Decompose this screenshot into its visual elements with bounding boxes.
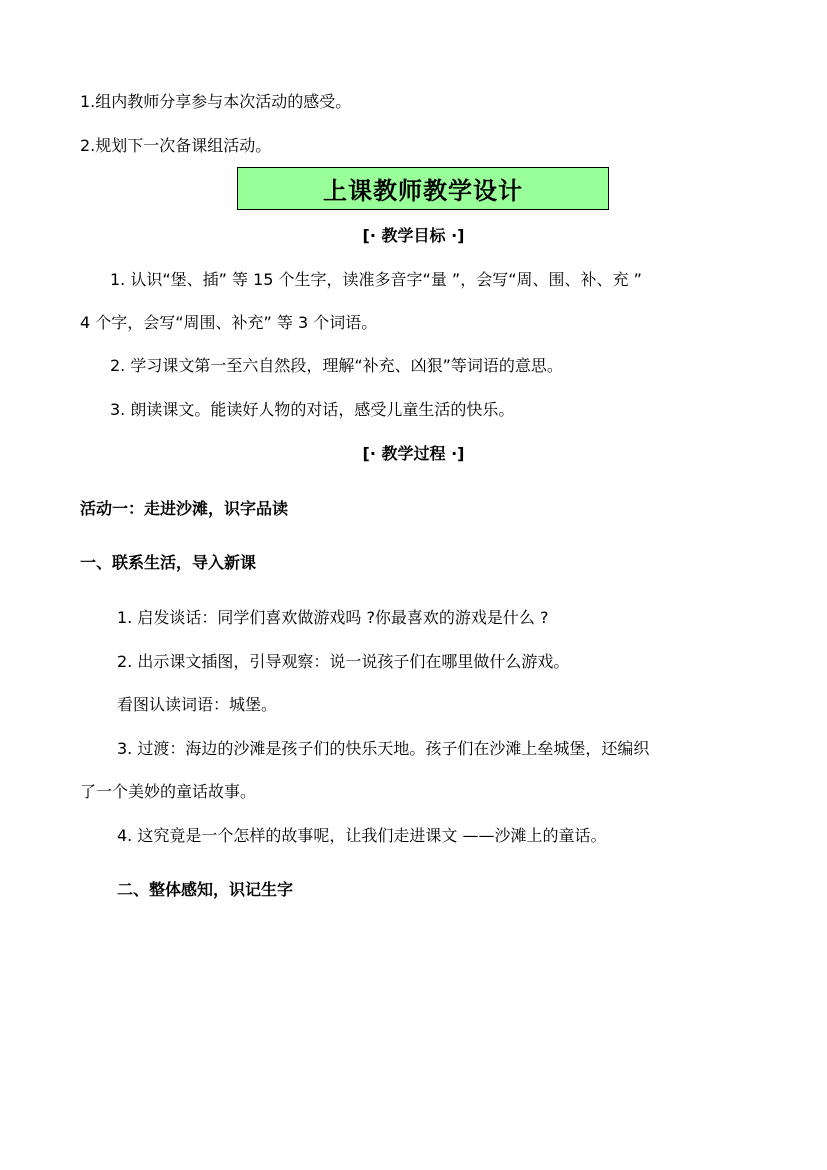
step-4: 4. 这究竟是一个怎样的故事呢，让我们走进课文 ——沙滩上的童话。 [117,826,607,845]
intro-item-2: 2.规划下一次备课组活动。 [80,136,272,155]
goals-heading: [· 教学目标 ·] [362,226,465,245]
activity-1-heading: 活动一：走进沙滩，识字品读 [80,499,289,518]
goal-1-line-2: 4 个字，会写“周围、补充” 等 3 个词语。 [80,313,378,332]
step-3-line-2: 了一个美妙的童话故事。 [80,782,257,801]
intro-item-1: 1.组内教师分享参与本次活动的感受。 [80,92,352,111]
design-title: 上课教师教学设计 [323,177,523,205]
step-1: 1. 启发谈话：同学们喜欢做游戏吗 ?你最喜欢的游戏是什么 ? [117,608,549,627]
part-1-heading: 一、联系生活，导入新课 [80,553,257,572]
process-heading: [· 教学过程 ·] [362,444,465,463]
goal-1-line-1: 1. 认识“堡、插” 等 15 个生字，读准多音字“量 ”，会写“周、围、补、充 ” [110,270,642,289]
part-2-heading: 二、整体感知，识记生字 [117,880,294,899]
step-3-line-1: 3. 过渡：海边的沙滩是孩子们的快乐天地。孩子们在沙滩上垒城堡，还编织 [117,739,650,758]
goal-3: 3. 朗读课文。能读好人物的对话，感受儿童生活的快乐。 [110,400,515,419]
step-2-note: 看图认读词语：城堡。 [117,695,278,714]
goal-2: 2. 学习课文第一至六自然段，理解“补充、凶狠”等词语的意思。 [110,356,563,375]
design-title-box [237,167,609,210]
step-2: 2. 出示课文插图，引导观察：说一说孩子们在哪里做什么游戏。 [117,652,570,671]
